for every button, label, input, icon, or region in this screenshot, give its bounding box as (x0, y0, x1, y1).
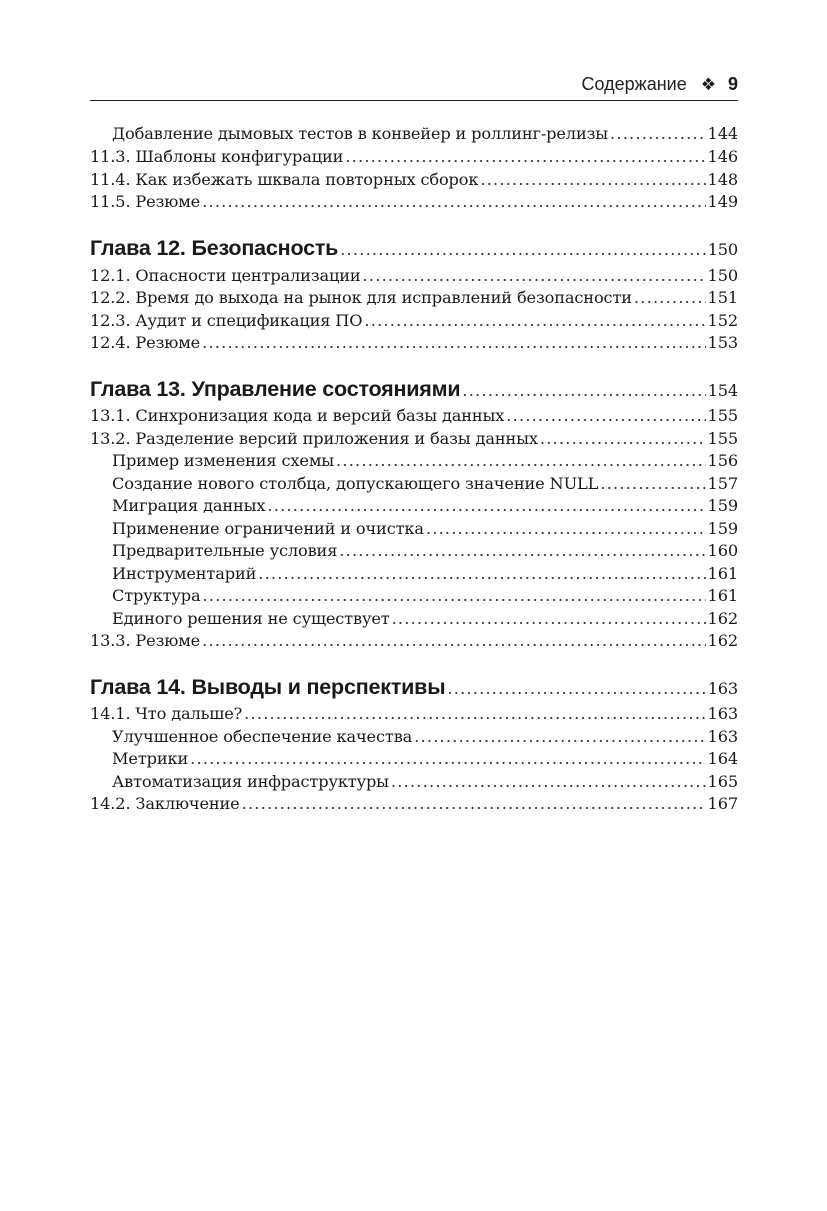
toc-entry-title: Предварительные условия (112, 541, 338, 560)
toc-entry-title: 12.1. Опасности централизации (90, 266, 361, 285)
toc-entry-page: 155 (707, 429, 738, 448)
toc-entry-title: Создание нового столбца, допускающего значение NULL (112, 474, 599, 493)
toc-entry (90, 333, 738, 353)
toc-entry-title: 14.2. Заключение (90, 794, 240, 813)
toc-chapter-title: Глава 13. Управление состояниями (90, 377, 461, 401)
page-number: 9 (727, 74, 738, 94)
toc-entry (90, 704, 738, 724)
dot-leader (506, 406, 705, 426)
toc-chapter-title: Глава 12. Безопасность (90, 236, 339, 260)
dot-leader (202, 333, 705, 353)
toc-entry (90, 631, 738, 651)
toc-entry-title: 11.5. Резюме (90, 192, 201, 211)
toc-entry-title: 12.3. Аудит и спецификация ПО (90, 311, 363, 330)
toc-entry (90, 124, 738, 144)
toc-entry-title: 11.4. Как избежать шквала повторных сборок (90, 170, 479, 189)
toc-entry (90, 406, 738, 426)
toc-entry (90, 794, 738, 814)
toc-entry-page: 156 (707, 451, 738, 470)
dot-leader (540, 429, 706, 449)
toc-entry-title: Улучшенное обеспечение качества (112, 727, 413, 746)
dot-leader (339, 541, 705, 561)
toc-entry-title: Структура (112, 586, 201, 605)
dot-leader (392, 609, 706, 629)
toc-entry-title: 13.1. Синхронизация кода и версий базы данных (90, 406, 505, 425)
toc-entry-page: 150 (707, 266, 738, 285)
toc-entry (90, 170, 738, 190)
toc-entry (90, 772, 738, 792)
dot-leader (480, 170, 705, 190)
toc-entry-page: 149 (707, 192, 738, 211)
toc-entry (90, 192, 738, 212)
toc-entry (90, 496, 738, 516)
dot-leader (634, 288, 706, 308)
toc-entry-page: 160 (707, 541, 738, 560)
toc-entry-page: 163 (707, 679, 738, 698)
toc-entry-title: Инструментарий (112, 564, 257, 583)
toc-entry-title: 14.1. Что дальше? (90, 704, 243, 723)
toc-entry-page: 144 (707, 124, 738, 143)
toc-entry-page: 155 (707, 406, 738, 425)
toc-entry (90, 311, 738, 331)
toc-chapter-entry (90, 376, 738, 402)
dot-leader (267, 496, 705, 516)
dot-leader (462, 378, 705, 404)
running-header-text (582, 74, 738, 95)
toc-entry-page: 152 (707, 311, 738, 330)
dot-leader (391, 772, 706, 792)
toc-entry (90, 564, 738, 584)
toc-entry-page: 151 (707, 288, 738, 307)
toc-entry-page: 146 (707, 147, 738, 166)
ornament-icon: ❖ (700, 75, 716, 94)
toc-entry-page: 154 (707, 381, 738, 400)
dot-leader (202, 631, 705, 651)
toc-entry-page: 161 (707, 586, 738, 605)
toc-entry (90, 288, 738, 308)
toc-entry (90, 147, 738, 167)
toc-entry-title: Пример изменения схемы (112, 451, 334, 470)
toc-entry (90, 609, 738, 629)
toc-entry-page: 159 (707, 496, 738, 515)
toc-entry-title: Автоматизация инфраструктуры (112, 772, 389, 791)
dot-leader (242, 794, 706, 814)
toc-entry-page: 162 (707, 631, 738, 650)
dot-leader (345, 147, 705, 167)
dot-leader (258, 564, 705, 584)
dot-leader (610, 124, 706, 144)
toc-entry-title: Добавление дымовых тестов в конвейер и роллинг-релизы (112, 124, 608, 143)
toc-entry (90, 266, 738, 286)
toc-entry-page: 148 (707, 170, 738, 189)
toc-entry-page: 161 (707, 564, 738, 583)
toc-entry-page: 167 (707, 794, 738, 813)
dot-leader (363, 266, 706, 286)
toc-entry (90, 429, 738, 449)
dot-leader (447, 676, 705, 702)
toc-entry-page: 159 (707, 519, 738, 538)
toc-entry-title: Единого решения не существует (112, 609, 390, 628)
toc-entry-page: 163 (707, 704, 738, 723)
toc-entry-title: 12.4. Резюме (90, 333, 201, 352)
toc-entry (90, 474, 738, 494)
section-title: Содержание (581, 74, 687, 94)
toc-entry (90, 586, 738, 606)
toc-entry-page: 163 (707, 727, 738, 746)
toc-entry-page: 157 (707, 474, 738, 493)
dot-leader (426, 519, 706, 539)
dot-leader (414, 727, 705, 747)
dot-leader (244, 704, 705, 724)
dot-leader (203, 586, 706, 606)
dot-leader (202, 192, 705, 212)
toc-entry (90, 541, 738, 561)
toc-entry-page: 153 (707, 333, 738, 352)
dot-leader (364, 311, 705, 331)
toc-entry-page: 162 (707, 609, 738, 628)
toc-entry (90, 727, 738, 747)
toc-entry (90, 749, 738, 769)
toc-entry (90, 519, 738, 539)
toc-entry-page: 150 (707, 240, 738, 259)
toc-chapter-entry (90, 235, 738, 261)
toc-chapter-title: Глава 14. Выводы и перспективы (90, 675, 446, 699)
toc-entry-title: Метрики (112, 749, 189, 768)
running-header (90, 72, 738, 101)
dot-leader (336, 451, 706, 471)
toc-entry-title: Применение ограничений и очистка (112, 519, 424, 538)
toc-entry-page: 164 (707, 749, 738, 768)
toc-entry-title: 13.3. Резюме (90, 631, 201, 650)
dot-leader (190, 749, 705, 769)
dot-leader (340, 237, 705, 263)
toc-entry-page: 165 (707, 772, 738, 791)
toc-chapter-entry (90, 674, 738, 700)
dot-leader (600, 474, 705, 494)
toc-entry (90, 451, 738, 471)
toc-entry-title: Миграция данных (112, 496, 266, 515)
toc-entry-title: 11.3. Шаблоны конфигурации (90, 147, 344, 166)
toc-entry-title: 12.2. Время до выхода на рынок для исправлений безопасности (90, 288, 632, 307)
toc-entry-title: 13.2. Разделение версий приложения и базы данных (90, 429, 538, 448)
